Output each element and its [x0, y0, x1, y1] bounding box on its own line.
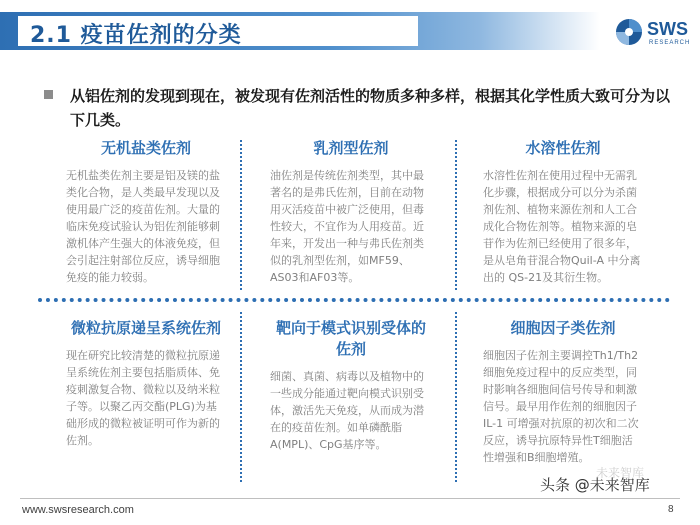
- sws-logo: [615, 16, 695, 50]
- footer-divider: [20, 498, 680, 499]
- category-cytokine: [483, 318, 643, 466]
- category-title: 水溶性佐剂: [525, 139, 601, 157]
- logo-subtext: RESEARCH: [649, 40, 691, 46]
- logo-text: SWS: [647, 19, 689, 39]
- category-body: 细胞因子佐剂主要调控Th1/Th2细胞免疫过程中的反应类型，同时影响各细胞间信号传导和刺激信号。最早用作佐剂的细胞因子IL-1 可增强对抗原的初次和二次反应，诱导抗原特异性T细胞活性增强和B细胞增殖。: [483, 349, 639, 464]
- vertical-divider: [240, 140, 242, 290]
- category-title: 细胞因子类佐剂: [510, 319, 616, 337]
- category-body: 细菌、真菌、病毒以及植物中的一些成分能通过靶向模式识别受体，激活先天免疫，从而成为潜在的疫苗佐剂。如单磷酰脂 A(MPL)、CpG基序等。: [270, 370, 424, 451]
- category-body: 无机盐类佐剂主要是铝及镁的盐类化合物，是人类最早发现以及使用最广泛的疫苗佐剂。大量的临床免疫试验认为铝佐剂能够刺激机体产生强大的体液免疫，但会引起注射部位反应，诱导细胞免疫的能力较弱。: [66, 169, 220, 284]
- category-title: 靶向于模式识别受体的佐剂: [275, 319, 426, 358]
- faint-watermark: 未来智库: [596, 466, 645, 480]
- horizontal-divider: [38, 298, 670, 302]
- category-title: 乳剂型佐剂: [313, 139, 389, 157]
- page-title: 2.1 疫苗佐剂的分类: [30, 23, 242, 48]
- intro-text: 从铝佐剂的发现到现在，被发现有佐剂活性的物质多种多样，根据其化学性质大致可分为以下几类。: [70, 87, 671, 129]
- category-body: 水溶性佐剂在使用过程中无需乳化步骤，根据成分可以分为杀菌剂佐剂、植物来源佐剂和人工合成化合物佐剂等。植物来源的皂苷作为佐剂已经使用了很多年，是从皂角苷混合物Quil-A 中分离出的 QS-21及其衍生物。: [483, 169, 641, 284]
- category-water-soluble: [483, 138, 643, 286]
- category-inorganic-salt: [66, 138, 226, 286]
- category-particulate-delivery: [66, 318, 226, 449]
- category-body: 现在研究比较清楚的微粒抗原递呈系统佐剂主要包括脂质体、免疫刺激复合物、微粒以及纳米粒子等。以聚乙丙交酯(PLG)为基础形成的微粒被证明可作为新的佐剂。: [66, 349, 220, 447]
- header: [0, 0, 700, 62]
- page-number: 8: [668, 504, 674, 515]
- watermark-text: 头条 @未来智库: [540, 476, 650, 494]
- vertical-divider: [455, 312, 457, 482]
- category-title: 无机盐类佐剂: [100, 139, 191, 157]
- vertical-divider: [240, 312, 242, 482]
- vertical-divider: [455, 140, 457, 290]
- square-bullet-icon: [44, 90, 53, 99]
- category-emulsion: [270, 138, 432, 286]
- category-body: 油佐剂是传统佐剂类型，其中最著名的是弗氏佐剂，目前在动物用灭活疫苗中被广泛使用，但毒性较大，不宜作为人用疫苗。近年来，开发出一种与弗氏佐剂类似的乳剂型佐剂，如MF59、AS03和AF03等。: [270, 169, 424, 284]
- category-pattern-recognition: [270, 318, 432, 453]
- category-title: 微粒抗原递呈系统佐剂: [70, 319, 221, 337]
- logo-mark-icon: [615, 18, 643, 46]
- footer-url: www.swsresearch.com: [22, 504, 134, 516]
